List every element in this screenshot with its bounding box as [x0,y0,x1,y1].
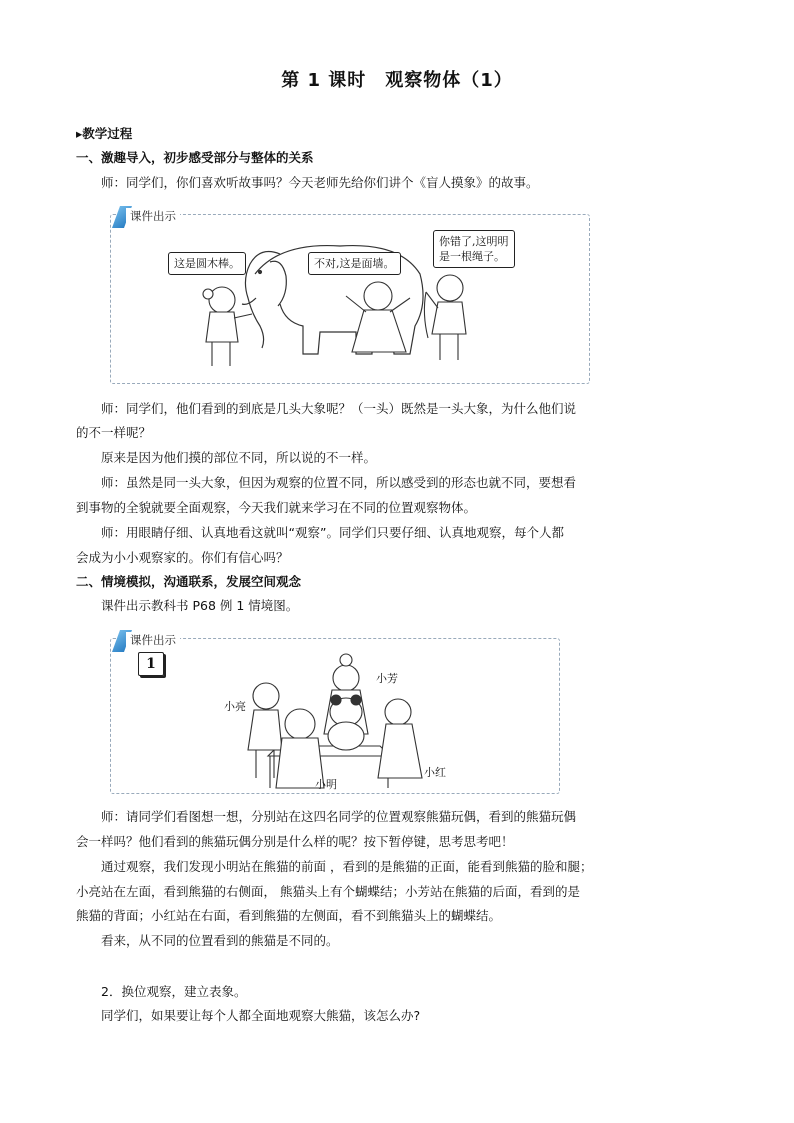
speech-bubble-2: 不对,这是面墙。 [308,252,401,275]
paragraph: 熊猫的背面；小红站在右面，看到熊猫的左侧面，看不到熊猫头上的蝴蝶结。 [76,908,502,923]
paragraph: 师：请同学们看图想一想，分别站在这四名同学的位置观察熊猫玩偶，看到的熊猫玩偶 [101,809,577,824]
label-xiaohong: 小红 [424,766,446,779]
paragraph: 会成为小小观察家的。你们有信心吗？ [76,550,289,565]
speech-bubble-3-line-1: 你错了,这明明 [439,235,509,248]
paragraph: 看来，从不同的位置看到的熊猫是不同的。 [101,933,339,948]
paragraph: 的不一样呢？ [76,425,152,440]
paragraph: 会一样吗？他们看到的熊猫玩偶分别是什么样的呢？按下暂停键，思考思考吧！ [76,834,514,849]
section-heading-1: 一、激趣导入，初步感受部分与整体的关系 [76,150,314,165]
courseware-tag: 课件出示 [126,632,180,648]
page-title: 第 1 课时 观察物体（1） [281,70,513,91]
speech-bubble-1: 这是圆木棒。 [168,252,246,275]
paragraph: 通过观察，我们发现小明站在熊猫的前面 ，看到的是熊猫的正面，能看到熊猫的脸和腿； [101,859,593,874]
courseware-tag: 课件出示 [126,208,180,224]
paragraph: 课件出示教科书 P68 例 1 情境图。 [101,598,299,613]
paragraph: 原来是因为他们摸的部位不同，所以说的不一样。 [101,450,377,465]
section-marker: ▸教学过程 [76,126,133,141]
paragraph: 师：同学们，你们喜欢听故事吗？今天老师先给你们讲个《盲人摸象》的故事。 [101,175,539,190]
panda-illustration [110,638,558,792]
speech-bubble-3 [433,230,515,268]
label-xiaoming: 小明 [315,778,337,791]
paragraph: 同学们，如果要让每个人都全面地观察大熊猫，该怎么办? [101,1008,421,1023]
paragraph: 师：用眼睛仔细、认真地看这就叫“观察”。同学们只要仔细、认真地观察，每个人都 [101,525,564,540]
label-xiaofang: 小芳 [376,672,398,685]
example-number-badge: 1 [138,652,164,676]
section-heading-2: 二、情境模拟，沟通联系，发展空间观念 [76,574,302,589]
paragraph: 师：虽然是同一头大象，但因为观察的位置不同，所以感受到的形态也就不同，要想看 [101,475,577,490]
paragraph: 小亮站在左面，看到熊猫的右侧面， 熊猫头上有个蝴蝶结；小芳站在熊猫的后面，看到的是 [76,884,580,899]
paragraph: 师：同学们，他们看到的到底是几头大象呢？（一头）既然是一头大象，为什么他们说 [101,401,577,416]
paragraph: 到事物的全貌就要全面观察，今天我们就来学习在不同的位置观察物体。 [76,500,477,515]
elephant-illustration [110,214,588,382]
paragraph: 2．换位观察，建立表象。 [101,984,247,999]
speech-bubble-3-line-2: 是一根绳子。 [439,250,505,263]
label-xiaoliang: 小亮 [224,700,246,713]
